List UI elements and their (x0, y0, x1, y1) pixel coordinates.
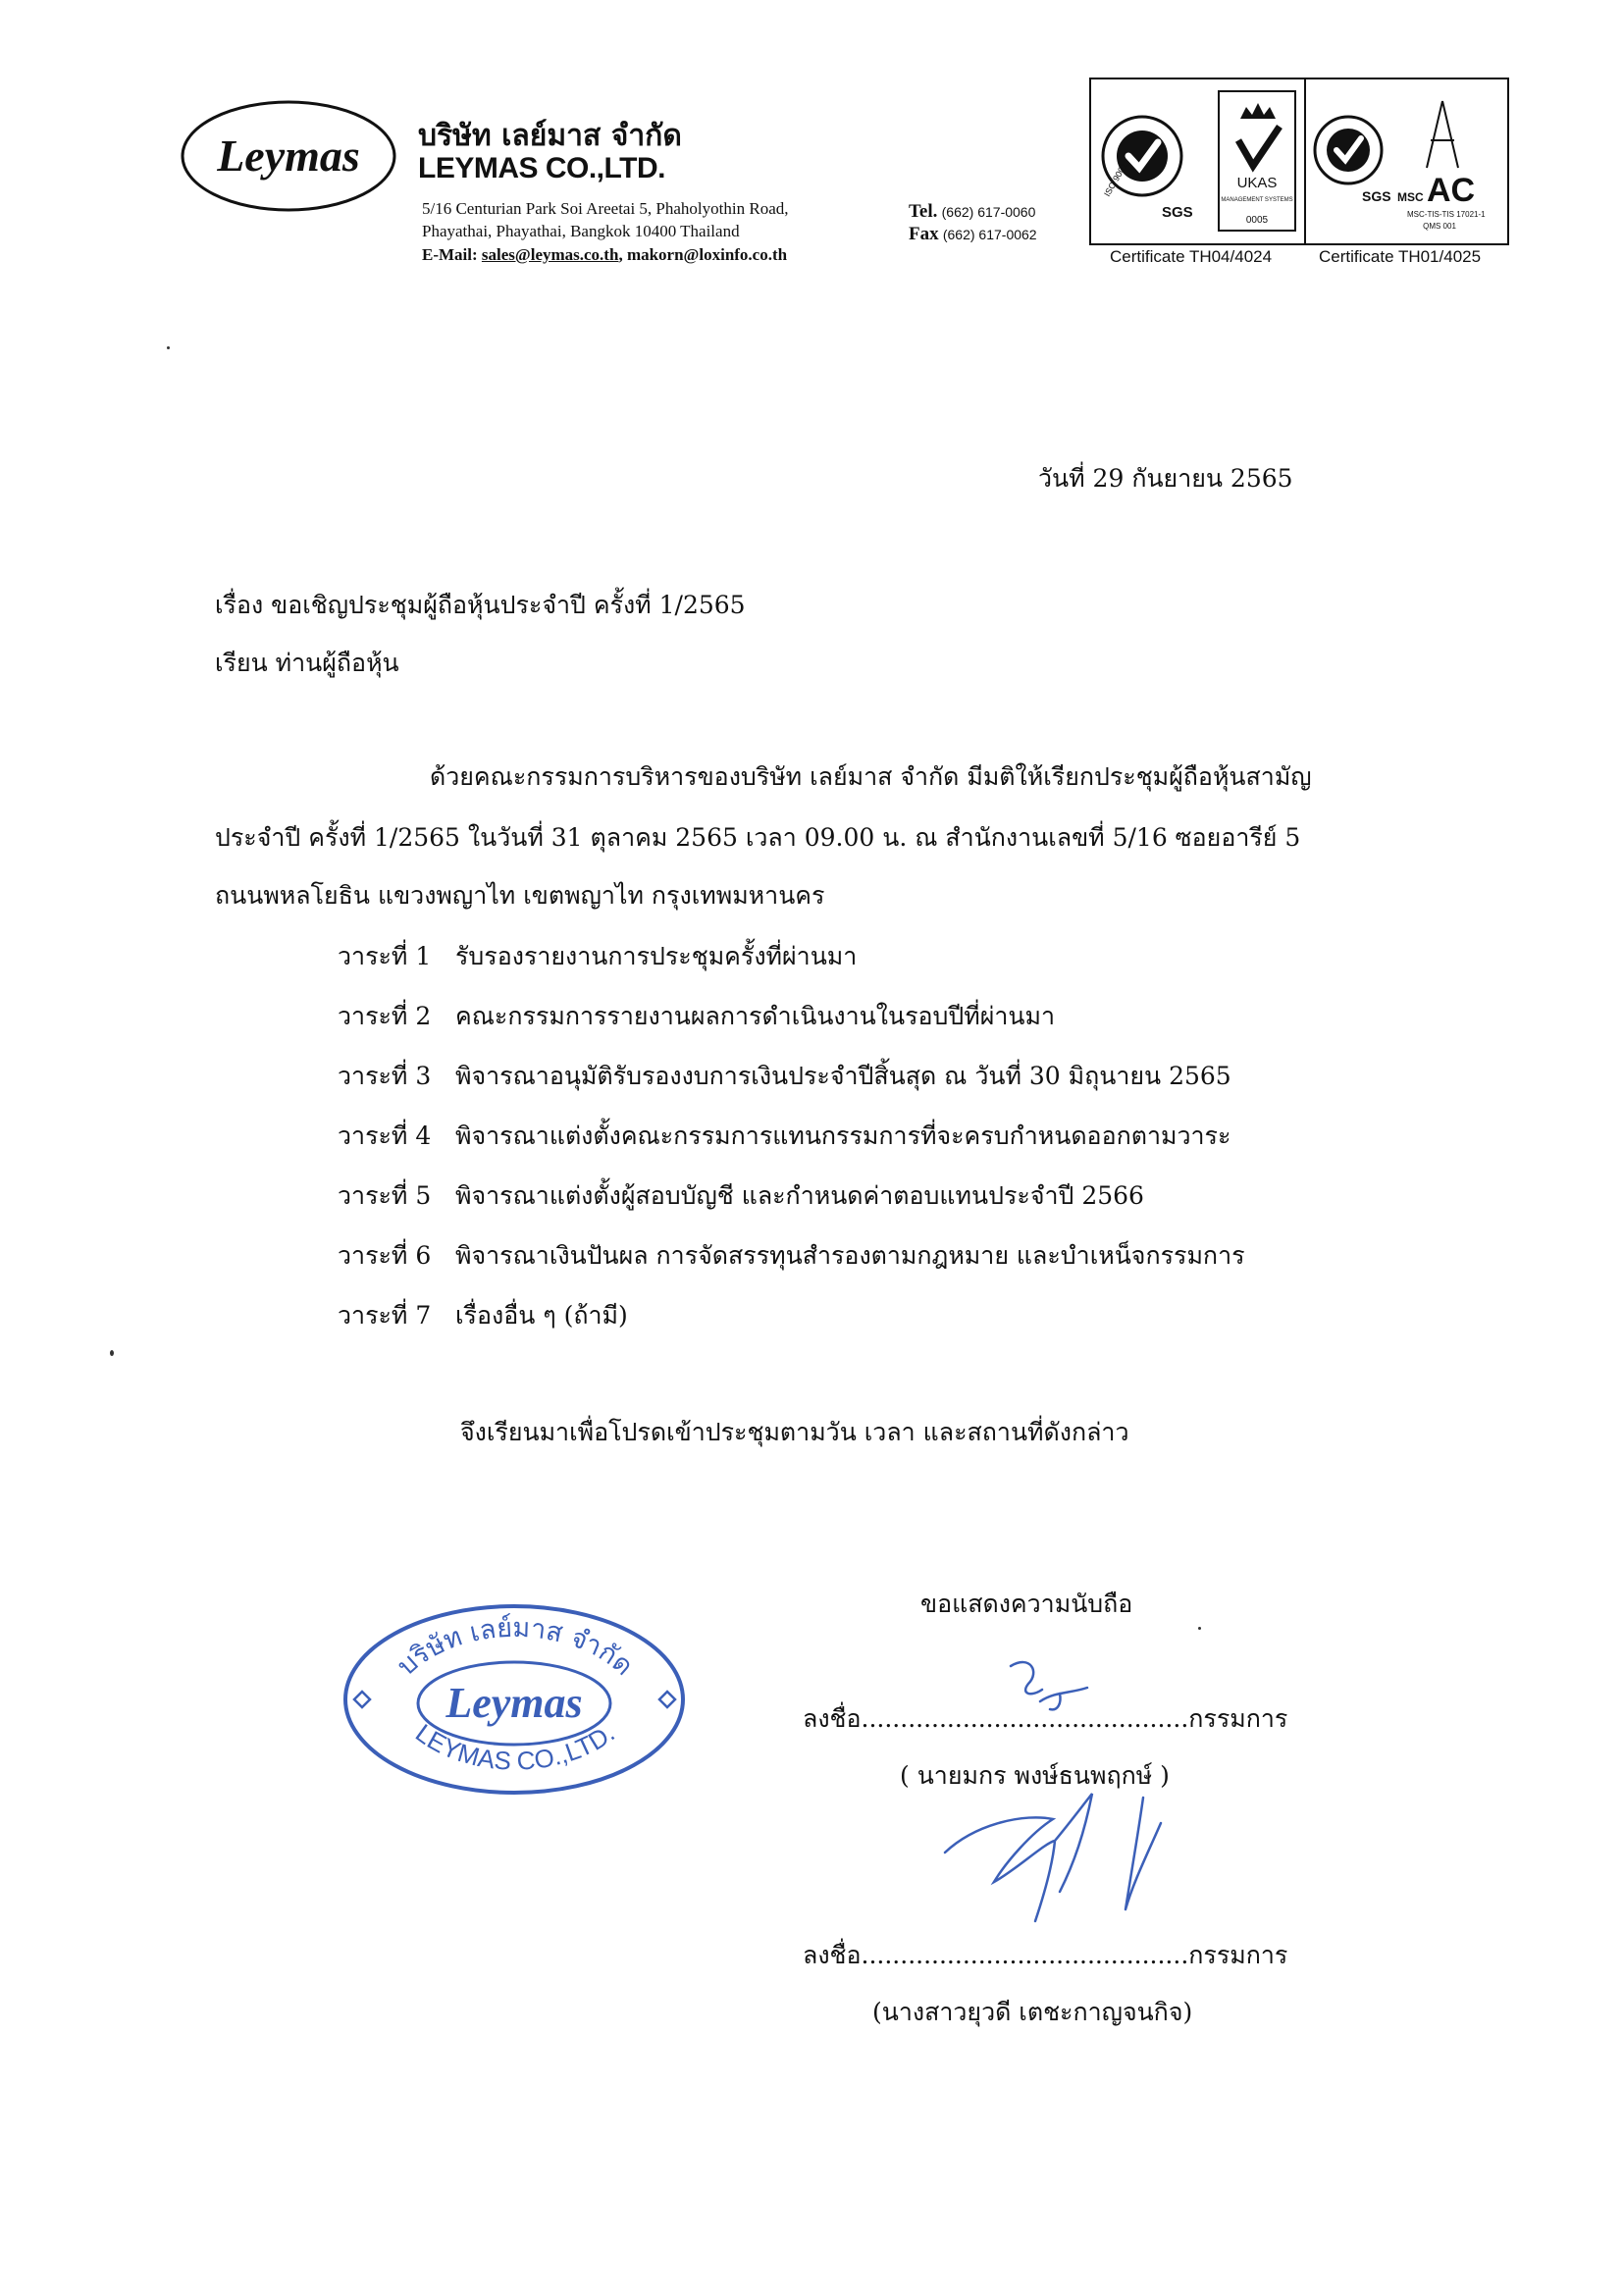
company-logo (180, 98, 397, 214)
address-line-1: 5/16 Centurian Park Soi Areetai 5, Phaholyothin Road, (422, 199, 789, 218)
agenda-item (338, 1236, 1245, 1276)
agenda-label: วาระที่ 4 (338, 1122, 432, 1150)
agenda-label: วาระที่ 2 (338, 1002, 432, 1030)
agenda-item (338, 1176, 1144, 1216)
certification-logos (1089, 78, 1509, 245)
certificate-caption-1: Certificate TH04/4024 (1110, 247, 1273, 266)
agenda-label: วาระที่ 6 (338, 1241, 432, 1270)
msc-text: MSC-TIS-TIS 17021-1 (1407, 210, 1486, 219)
agenda-item (338, 1057, 1231, 1096)
agenda-item (338, 997, 1055, 1036)
agenda-text: พิจารณาแต่งตั้งคณะกรรมการแทนกรรมการที่จะครบกำหนดออกตามวาระ (455, 1122, 1231, 1150)
company-name-thai: บริษัท เลย์มาส จำกัด (418, 119, 682, 153)
stamp-bottom-text: LEYMAS CO.,LTD. (410, 1717, 620, 1776)
agenda-label: วาระที่ 5 (338, 1181, 432, 1210)
mac-right: AC (1427, 172, 1476, 209)
closing-sentence: จึงเรียนมาเพื่อโปรดเข้าประชุมตามวัน เวลา และสถานที่ดังกล่าว (460, 1418, 1129, 1446)
scan-speck (1198, 1627, 1201, 1630)
agenda-text: เรื่องอื่น ๆ (ถ้ามี) (455, 1301, 628, 1330)
svg-text:บริษัท เลย์มาส จำกัด (392, 1612, 639, 1682)
fax (909, 224, 1037, 245)
telephone (909, 201, 1035, 223)
letter-recipient: เรียน ท่านผู้ถือหุ้น (215, 649, 399, 677)
scan-speck (110, 1350, 114, 1356)
agenda-item (338, 1296, 628, 1335)
email-label: E-Mail: (422, 245, 478, 264)
agenda-text: พิจารณาอนุมัติรับรองงบการเงินประจำปีสิ้นสุด ณ วันที่ 30 มิถุนายน 2565 (455, 1062, 1231, 1090)
body-paragraph-line-1: ด้วยคณะกรรมการบริหารของบริษัท เลย์มาส จำกัด มีมติให้เรียกประชุมผู้ถือหุ้นสามัญ (430, 762, 1312, 791)
signer-name-1: ( นายมกร พงษ์ธนพฤกษ์ ) (900, 1761, 1170, 1790)
email-line (422, 245, 787, 265)
ukas-text: UKAS (1236, 175, 1278, 191)
iso-text: ISO 9001 (1102, 161, 1129, 198)
email-secondary: , makorn@loxinfo.co.th (618, 245, 788, 264)
body-paragraph-line-2: ประจำปี ครั้งที่ 1/2565 ในวันที่ 31 ตุลาคม 2565 เวลา 09.00 น. ณ สำนักงานเลขที่ 5/16 ซอยอารีย์ 5 (215, 823, 1301, 852)
stamp-top-text: บริษัท เลย์มาส จำกัด (391, 1612, 640, 1682)
company-seal-stamp (340, 1601, 689, 1798)
sgs-text-1: SGS (1162, 204, 1193, 221)
email-primary: sales@leymas.co.th (481, 245, 619, 264)
fax-number: (662) 617-0062 (942, 227, 1037, 242)
signature-2 (937, 1784, 1197, 1941)
ukas-number: 0005 (1245, 215, 1269, 226)
agenda-label: วาระที่ 7 (338, 1301, 432, 1330)
agenda-text: คณะกรรมการรายงานผลการดำเนินงานในรอบปีที่ผ่านมา (455, 1002, 1056, 1030)
address-line-2: Phayathai, Phayathai, Bangkok 10400 Thailand (422, 222, 740, 240)
body-paragraph-line-3: ถนนพหลโยธิน แขวงพญาไท เขตพญาไท กรุงเทพมหานคร (215, 881, 825, 910)
agenda-item (338, 1117, 1230, 1156)
sgs-text-2: SGS (1362, 188, 1391, 204)
logo-text: Leymas (217, 130, 360, 181)
signer-name-2: (นางสาวยุวดี เตชะกาญจนกิจ) (872, 1998, 1193, 2026)
letter-subject: เรื่อง ขอเชิญประชุมผู้ถือหุ้นประจำปี ครั้งที่ 1/2565 (215, 591, 746, 619)
msc-sub-text: QMS 001 (1423, 222, 1456, 231)
signature-line-2: ลงชื่อ..........................................กรรมการ (803, 1941, 1288, 1969)
signature-line-1: ลงชื่อ..........................................กรรมการ (803, 1704, 1288, 1733)
agenda-item (338, 937, 857, 976)
ukas-sub-text: MANAGEMENT SYSTEMS (1221, 197, 1293, 203)
company-name-english: LEYMAS CO.,LTD. (418, 152, 665, 184)
letter-date: วันที่ 29 กันยายน 2565 (1038, 464, 1293, 493)
agenda-label: วาระที่ 1 (338, 942, 432, 970)
certificate-caption-2: Certificate TH01/4025 (1319, 247, 1482, 266)
scan-speck (167, 346, 170, 349)
tel-label: Tel. (909, 201, 938, 222)
agenda-text: พิจารณาเงินปันผล การจัดสรรทุนสำรองตามกฎหมาย และบำเหน็จกรรมการ (455, 1241, 1245, 1270)
regards-text: ขอแสดงความนับถือ (920, 1590, 1133, 1618)
agenda-text: รับรองรายงานการประชุมครั้งที่ผ่านมา (455, 942, 858, 970)
agenda-text: พิจารณาแต่งตั้งผู้สอบบัญชี และกำหนดค่าตอบแทนประจำปี 2566 (455, 1181, 1144, 1210)
mac-left: MSC (1397, 190, 1424, 204)
fax-label: Fax (909, 224, 939, 244)
certification-marks (1091, 79, 1507, 243)
stamp-center-text: Leymas (445, 1679, 583, 1727)
tel-number: (662) 617-0060 (941, 204, 1036, 220)
agenda-label: วาระที่ 3 (338, 1062, 432, 1090)
